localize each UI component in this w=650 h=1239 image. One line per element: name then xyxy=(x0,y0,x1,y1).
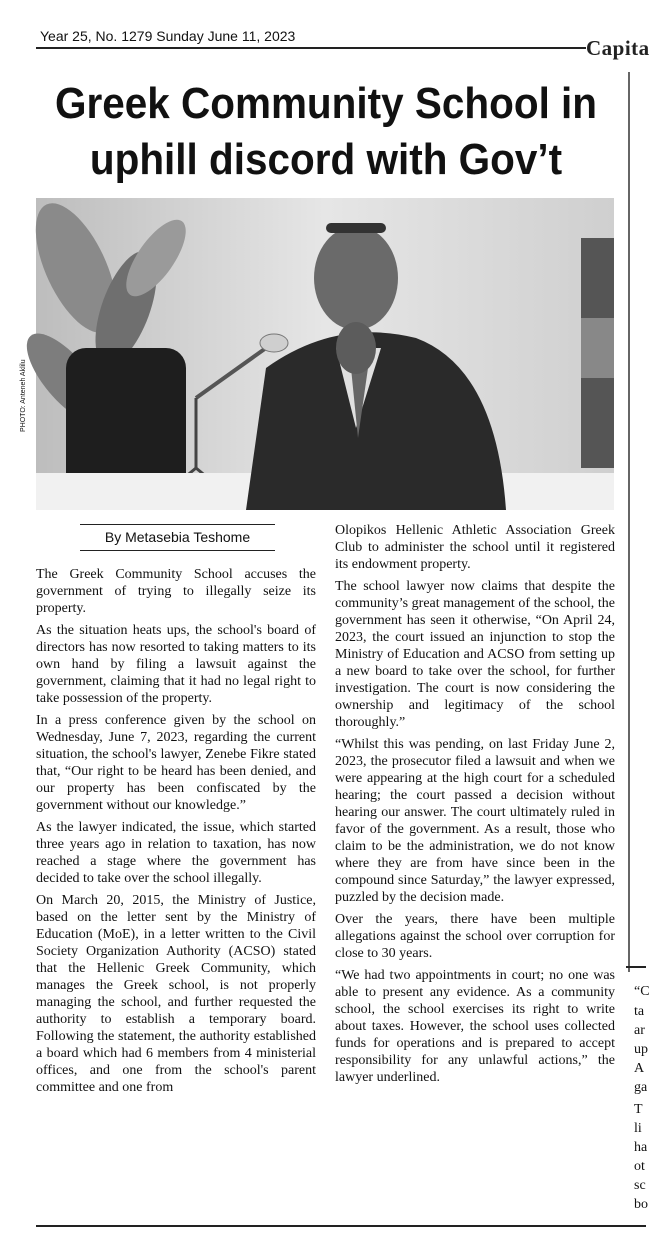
issue-line: Year 25, No. 1279 Sunday June 11, 2023 xyxy=(40,28,296,44)
adjacent-rule xyxy=(626,966,646,968)
paragraph: As the situation heats ups, the school's board of directors has now resorted to taking matters to its own hand by filing a lawsuit against the government, claiming that it had no legal right to take possession of the property. xyxy=(36,623,316,706)
paragraph: In a press conference given by the school on Wednesday, June 7, 2023, regarding the current situation, the school's lawyer, Zenebe Fikre stated that, “Our right to be heard has been denied, and our property has been confiscated by the government without our knowledge.” xyxy=(36,713,316,813)
footer-rule xyxy=(36,1225,646,1227)
article-column-2 xyxy=(335,522,615,1091)
fragment: bo xyxy=(634,1197,648,1212)
fragment: up xyxy=(634,1042,648,1057)
byline: By Metasebia Teshome xyxy=(80,524,275,551)
headline xyxy=(44,76,607,188)
header-rule xyxy=(36,47,586,49)
fragment: ot xyxy=(634,1159,645,1174)
headline-line-1: Greek Community School in xyxy=(54,79,598,128)
fragment: A xyxy=(634,1061,645,1076)
article-photo xyxy=(36,198,614,510)
adjacent-article-strip xyxy=(626,52,650,1239)
fragment: “C xyxy=(634,984,650,999)
paragraph: Over the years, there have been multiple allegations against the school over corruption for close to 30 years. xyxy=(335,912,615,961)
paragraph: Olopikos Hellenic Athletic Association Greek Club to administer the school until it registered its endowment property. xyxy=(335,523,615,572)
fragment: ga xyxy=(634,1080,648,1095)
adjacent-photo-edge xyxy=(628,72,630,972)
masthead-brand: Capita xyxy=(586,36,650,60)
headline-line-2: uphill discord with Gov’t xyxy=(89,135,563,184)
fragment: ha xyxy=(634,1140,648,1155)
fragment: li xyxy=(634,1121,642,1136)
paragraph: As the lawyer indicated, the issue, which started three years ago in relation to taxation, has now reached a stage where the government has decided to take over the school illegally. xyxy=(36,820,316,886)
fragment: T xyxy=(634,1102,643,1117)
photo-credit: PHOTO: Anteneh Aklilu xyxy=(20,359,27,432)
fragment: sc xyxy=(634,1178,646,1193)
paragraph: “Whilst this was pending, on last Friday June 2, 2023, the prosecutor filed a lawsuit and when we were appearing at the high court for a scheduled hearing; the court passed a decision without hearing our answer. The court ultimately ruled in favor of the government. As a result, those who claim to be the administration, we do not know where they are from have since been in the compound since Saturday,” the lawyer expressed, puzzled by the decision made. xyxy=(335,737,615,905)
article-column-1 xyxy=(36,566,316,1101)
paragraph: The school lawyer now claims that despite the community’s great management of the school, the government has seen it otherwise, “On April 24, 2023, the court issued an injunction to stop the Ministry of Education and ACSO from setting up a new board to take over the school, for further investigation. The court is now considering the ownership and legitimacy of the school thoroughly.” xyxy=(335,579,615,730)
paragraph: “We had two appointments in court; no one was able to present any evidence. As a community school, the school exercises its right to write about taxes. However, the school uses collected funds for operations and is prepared to accept responsibility for any unlawful actions,” the lawyer underlined. xyxy=(335,968,615,1085)
paragraph: On March 20, 2015, the Ministry of Justice, based on the letter sent by the Ministry of Education (MoE), in a letter written to the Civil Society Organization Authority (ACSO) stated that the Hellenic Greek Community, which manages the Greek school, is not properly managing the school, and further requested the authority to establish a temporary board. Following the statement, the authority established a board which had 6 members from 4 ministerial offices, and one from the school's parent committee and one from xyxy=(36,893,316,1095)
photo-portrait-illustration xyxy=(36,198,614,510)
paragraph: The Greek Community School accuses the government of trying to illegally seize its property. xyxy=(36,567,316,616)
fragment: ar xyxy=(634,1023,645,1038)
fragment: ta xyxy=(634,1004,645,1019)
